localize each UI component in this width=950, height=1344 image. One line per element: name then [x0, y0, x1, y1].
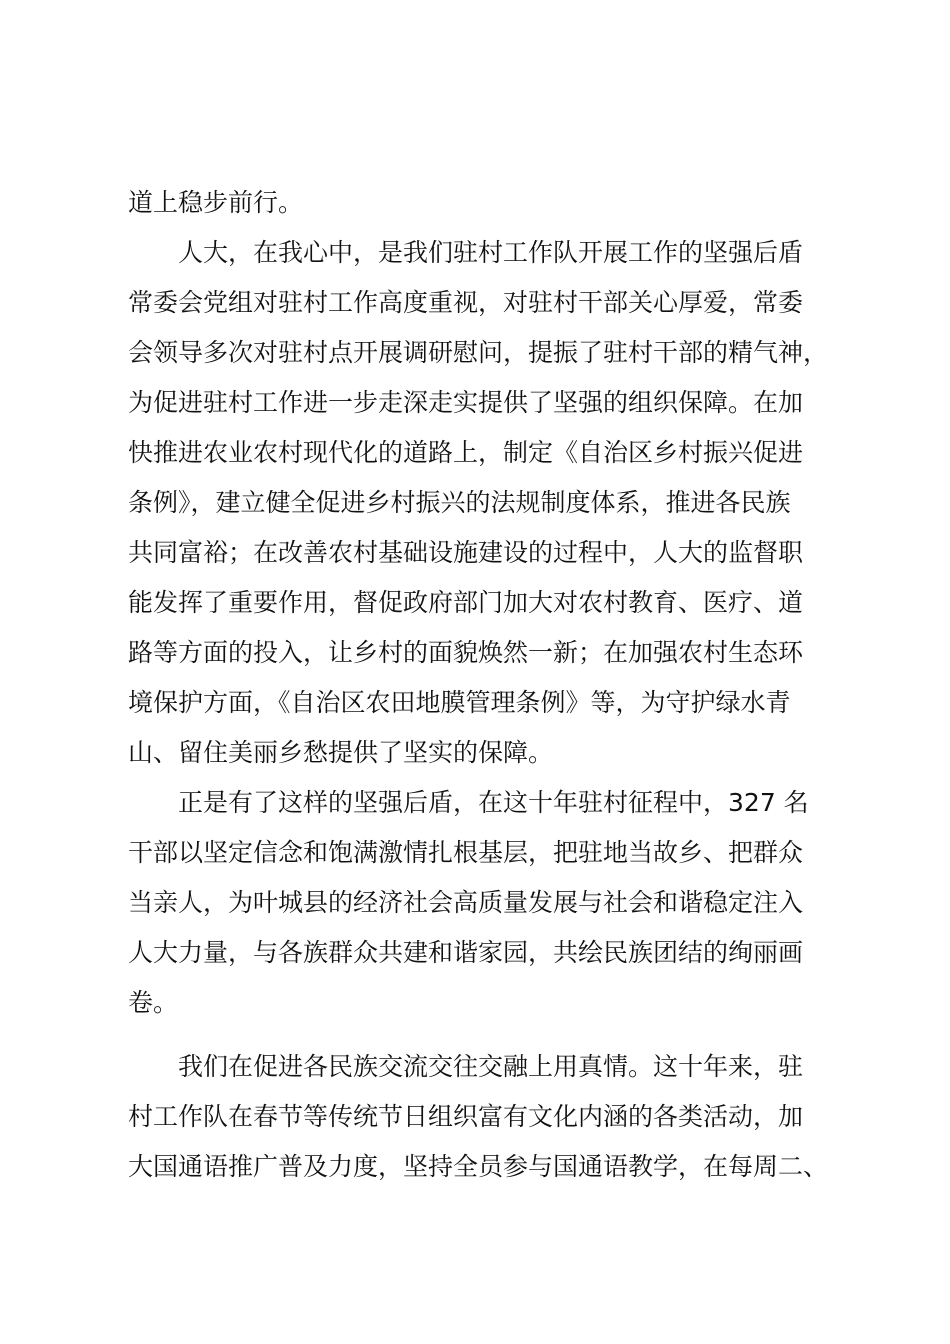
paragraph-4 [128, 1042, 838, 1192]
text-line: 人大力量，与各族群众共建和谐家园，共绘民族团结的绚丽画 [128, 938, 804, 967]
text-line: 大国通语推广普及力度，坚持全员参与国通语教学，在每周二、 [128, 1152, 829, 1181]
text-line: 村工作队在春节等传统节日组织富有文化内涵的各类活动，加 [128, 1102, 804, 1131]
paragraph-3 [128, 778, 838, 1028]
text-line: 人大，在我心中，是我们驻村工作队开展工作的坚强后盾 [178, 238, 804, 267]
text-line: 共同富裕；在改善农村基础设施建设的过程中，人大的监督职 [128, 538, 804, 567]
text-line: 卷。 [128, 988, 179, 1017]
text-line: 当亲人，为叶城县的经济社会高质量发展与社会和谐稳定注入 [128, 888, 804, 917]
paragraph-1 [128, 178, 838, 228]
paragraph-2 [128, 228, 838, 778]
text-line: 正是有了这样的坚强后盾，在这十年驻村征程中，327 名 [178, 788, 809, 817]
text-line: 山、留住美丽乡愁提供了坚实的保障。 [128, 738, 554, 767]
body-text [128, 178, 838, 1192]
text-line: 能发挥了重要作用，督促政府部门加大对农村教育、医疗、道 [128, 588, 804, 617]
text-line: 快推进农业农村现代化的道路上，制定《自治区乡村振兴促进 [128, 438, 804, 467]
text-line: 条例》，建立健全促进乡村振兴的法规制度体系，推进各民族 [128, 488, 791, 517]
text-line: 路等方面的投入，让乡村的面貌焕然一新；在加强农村生态环 [128, 638, 804, 667]
text-line: 境保护方面，《自治区农田地膜管理条例》等，为守护绿水青 [128, 688, 791, 717]
text-line: 会领导多次对驻村点开展调研慰问，提振了驻村干部的精气神， [128, 338, 829, 367]
paragraph-gap [128, 1028, 838, 1042]
text-line: 干部以坚定信念和饱满激情扎根基层，把驻地当故乡、把群众 [128, 838, 804, 867]
text-line: 常委会党组对驻村工作高度重视，对驻村干部关心厚爱，常委 [128, 288, 804, 317]
text-line: 道上稳步前行。 [128, 188, 304, 217]
text-line: 我们在促进各民族交流交往交融上用真情。这十年来，驻 [178, 1052, 804, 1081]
text-line: 为促进驻村工作进一步走深走实提供了坚强的组织保障。在加 [128, 388, 804, 417]
